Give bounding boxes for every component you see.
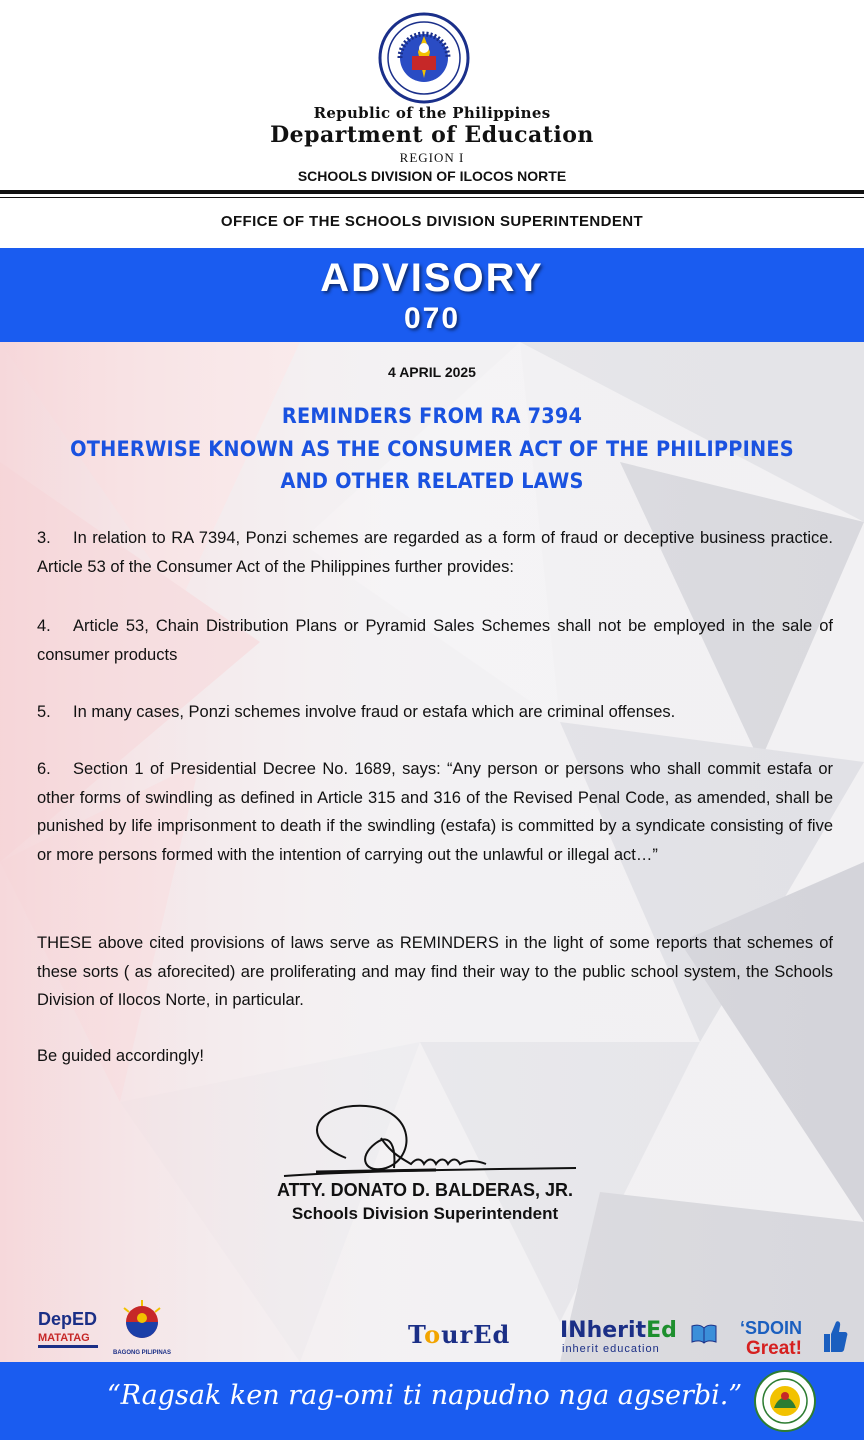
deped-matatag-logo-icon bbox=[36, 1305, 106, 1355]
header-rule bbox=[0, 190, 864, 194]
bagong-pilipinas-logo-icon bbox=[112, 1296, 172, 1358]
deped-seal-icon bbox=[378, 12, 470, 104]
sdoin-great: Great! bbox=[746, 1338, 802, 1359]
inherit-text: INherit bbox=[560, 1318, 647, 1343]
header-department: Department of Education bbox=[270, 122, 594, 148]
letterhead bbox=[0, 0, 864, 200]
advisory-number: 070 bbox=[403, 302, 461, 335]
paragraph-number: 3. bbox=[37, 529, 51, 547]
inherited-logo bbox=[560, 1318, 677, 1343]
inherited-subtitle: inherit education bbox=[562, 1343, 660, 1355]
advisory-banner bbox=[0, 248, 864, 342]
paragraph-6 bbox=[37, 755, 833, 869]
svg-text:DepED: DepED bbox=[38, 1309, 98, 1329]
toured-o: o bbox=[424, 1320, 442, 1349]
office-title: OFFICE OF THE SCHOOLS DIVISION SUPERINTENDENT bbox=[220, 213, 644, 230]
header-republic: Republic of the Philippines bbox=[313, 104, 551, 122]
advisory-title: ADVISORY bbox=[320, 256, 544, 300]
subject-line-1: REMINDERS FROM RA 7394 bbox=[281, 404, 583, 428]
paragraph-text: In many cases, Ponzi schemes involve fraud or estafa which are criminal offenses. bbox=[73, 703, 676, 721]
header-region: REGION I bbox=[399, 150, 465, 165]
thumbs-up-icon bbox=[820, 1318, 848, 1354]
footer-motto: “Ragsak ken rag-omi ti napudno nga agserbi.” bbox=[106, 1380, 743, 1411]
book-icon bbox=[690, 1322, 718, 1344]
division-seal-icon bbox=[754, 1370, 816, 1432]
paragraph-text: Section 1 of Presidential Decree No. 1689, says: “Any person or persons who shall commit estafa or other forms of swindling as defined in Article 315 and 316 of the Revised Penal Code, as amended, shall be punished by life imprisonment to death if the swindling (estafa) is committed by a syndicate consisting of five or more persons formed with the intention of carrying out the unlawful or illegal act…” bbox=[37, 760, 833, 864]
paragraph-text: In relation to RA 7394, Ponzi schemes are regarded as a form of fraud or deceptive business practice. Article 53 of the Consumer Act of the Philippines further provides: bbox=[37, 529, 833, 576]
signatory-title: Schools Division Superintendent bbox=[291, 1204, 559, 1223]
signatory-name: ATTY. DONATO D. BALDERAS, JR. bbox=[276, 1180, 573, 1200]
toured-t: T bbox=[408, 1320, 425, 1349]
svg-text:BAGONG PILIPINAS: BAGONG PILIPINAS bbox=[112, 1350, 172, 1356]
closing-paragraph: THESE above cited provisions of laws serve as REMINDERS in the light of some reports that schemes of these sorts ( as aforecited) are proliferating and may find their way to the public school system, the Schools Division of Ilocos Norte, in particular. bbox=[37, 934, 833, 1009]
toured-rest: urEd bbox=[441, 1320, 511, 1349]
paragraph-number: 5. bbox=[37, 703, 51, 721]
paragraph-number: 6. bbox=[37, 760, 51, 778]
header-rule-thin bbox=[0, 197, 864, 198]
sdoin-logo: ‘SDOIN bbox=[740, 1318, 803, 1338]
paragraph-3 bbox=[37, 524, 833, 581]
guided-line: Be guided accordingly! bbox=[37, 1047, 204, 1065]
svg-text:MATATAG: MATATAG bbox=[38, 1332, 90, 1344]
paragraph-text: Article 53, Chain Distribution Plans or Pyramid Sales Schemes shall not be employed in the sale of consumer products bbox=[37, 617, 833, 664]
paragraph-4 bbox=[37, 612, 833, 669]
footer-banner bbox=[0, 1362, 864, 1440]
inherit-ed: Ed bbox=[646, 1318, 677, 1343]
toured-logo bbox=[408, 1320, 510, 1349]
paragraph-number: 4. bbox=[37, 617, 51, 635]
subject-line-3: AND OTHER RELATED LAWS bbox=[280, 469, 584, 493]
advisory-date: 4 APRIL 2025 bbox=[388, 364, 476, 380]
signature-icon bbox=[276, 1098, 586, 1188]
paragraph-5 bbox=[37, 698, 833, 727]
subject-line-2: OTHERWISE KNOWN AS THE CONSUMER ACT OF THE PHILIPPINES bbox=[70, 437, 794, 461]
header-division: SCHOOLS DIVISION OF ILOCOS NORTE bbox=[297, 168, 567, 184]
